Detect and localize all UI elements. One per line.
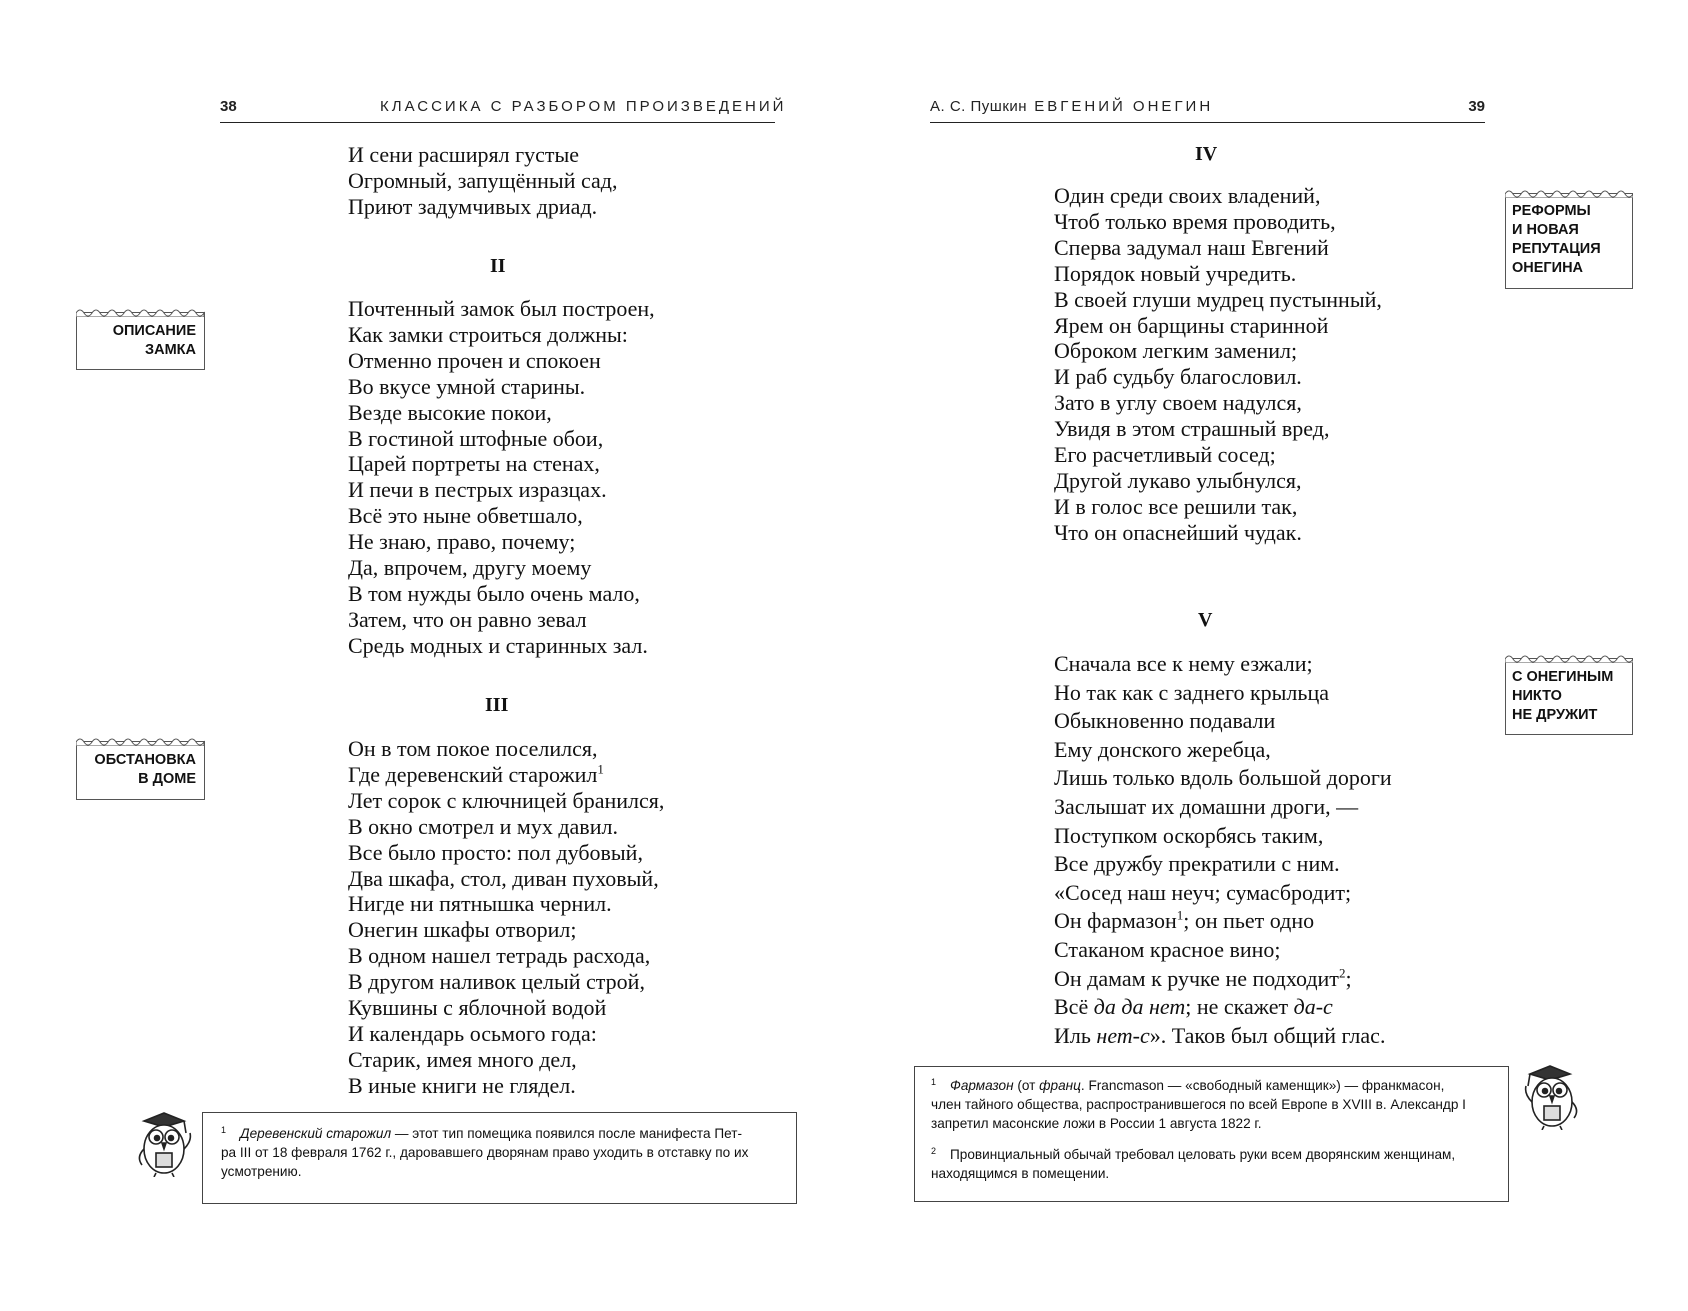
owl-mascot-icon — [1518, 1058, 1584, 1130]
wavy-edge-icon — [1505, 186, 1633, 198]
footnote-ref-1[interactable]: 1 — [597, 761, 604, 777]
margin-note-castle: ОПИСАНИЕ ЗАМКА — [76, 312, 205, 370]
stanza-number-iii: III — [485, 694, 509, 716]
left-page-number: 38 — [220, 98, 237, 115]
stanza-iv-text: Один среди своих владений, Чтоб только время проводить, Сперва задумал наш Евгений Порядок новый учредить. В своей глуши мудрец пустынный, Ярем он барщины старинной Оброком легким заменил; И раб судьбу благословил. Зато в углу своем надулся, Увидя в этом страшный вред, Его расчетливый сосед; Другой лукаво улыбнулся, И в голос все решили так, Что он опаснейший чудак. — [1054, 183, 1382, 545]
footnote-ref-2[interactable]: 2 — [1338, 965, 1346, 981]
margin-note-friends: С ОНЕГИНЫМ НИКТО НЕ ДРУЖИТ — [1505, 658, 1633, 735]
footnote-ref-1[interactable]: 1 — [1176, 908, 1184, 924]
left-running-title: КЛАССИКА С РАЗБОРОМ ПРОИЗВЕДЕНИЙ — [380, 98, 787, 115]
right-running-author: А. С. Пушкин — [930, 98, 1028, 115]
left-footnote-box — [202, 1112, 797, 1204]
stanza-ii-text: Почтенный замок был построен, Как замки строиться должны: Отменно прочен и спокоен Во вкусе умной старины. Везде высокие покои, В гостиной штофные обои, Царей портреты на стенах, И печи в пестрых изразцах. Всё это ныне обветшало, Не знаю, право, почему; Да, впрочем, другу моему В том нужды было очень мало, Затем, что он равно зевал Средь модных и старинных зал. — [348, 296, 655, 658]
left-running-header — [220, 96, 787, 123]
wavy-edge-icon — [76, 734, 205, 746]
wavy-edge-icon — [1505, 651, 1633, 663]
wavy-edge-icon — [76, 305, 205, 317]
stanza-number-iv: IV — [1195, 143, 1218, 165]
right-footnote-box — [914, 1066, 1509, 1202]
footnote-1-right: $^1$ Фармазон (от франц. Francmason — «свободный каменщик») — франкмасон, член тайного общества, распространившегося по всей Европе в XVIII в. Александр I запретил масонские ложи в России 1 августа 1822 г. — [931, 1077, 1466, 1131]
margin-note-home: ОБСТАНОВКА В ДОМЕ — [76, 741, 205, 800]
stanza-number-v: V — [1198, 609, 1213, 631]
owl-mascot-icon — [132, 1105, 198, 1177]
left-top-lines: И сени расширял густые Огромный, запущённый сад, Приют задумчивых дриад. — [348, 142, 618, 219]
footnote-2-right: $^2$ Провинциальный обычай требовал целовать руки всем дворянским женщинам, находящимся в помещении. — [931, 1146, 1456, 1181]
footnote-1-left: $^1$ Деревенский старожил — этот тип помещика появился после манифеста Пет- ра III от 18 февраля 1762 г., даровавшего дворянам право уходить в отставку по их усмотрению. — [221, 1125, 749, 1179]
stanza-v-text: Сначала все к нему езжали; Но так как с заднего крыльца Обыкновенно подавали Ему донского жеребца, Лишь только вдоль большой дороги Заслышат их домашни дроги, — Поступком оскорбясь таким, Все дружбу прекратили с ним. «Сосед наш неуч; сумасбродит; Он фармазон$^1$; он пьет одно Стаканом красное вино; Он дамам к ручке не подходит$^2$; Всё да да нет; не скажет да-с Иль нет-с». Таков был общий глас. — [1054, 651, 1392, 1048]
right-running-title: ЕВГЕНИЙ ОНЕГИН — [1034, 98, 1214, 115]
right-running-header — [930, 96, 1485, 123]
stanza-iii-text: Он в том покое поселился, Где деревенский старожил$^1$ Лет сорок с ключницей бранился, В окно смотрел и мух давил. Все было просто: пол дубовый, Два шкафа, стол, диван пуховый, Нигде ни пятнышка чернил. Онегин шкафы отворил; В одном нашел тетрадь расхода, В другом наливок целый строй, Кувшины с яблочной водой И календарь осьмого года: Старик, имея много дел, В иные книги не глядел. — [348, 736, 665, 1098]
right-page-number: 39 — [1468, 98, 1485, 115]
margin-note-reforms: РЕФОРМЫ И НОВАЯ РЕПУТАЦИЯ ОНЕГИНА — [1505, 193, 1633, 289]
stanza-number-ii: II — [490, 255, 506, 277]
